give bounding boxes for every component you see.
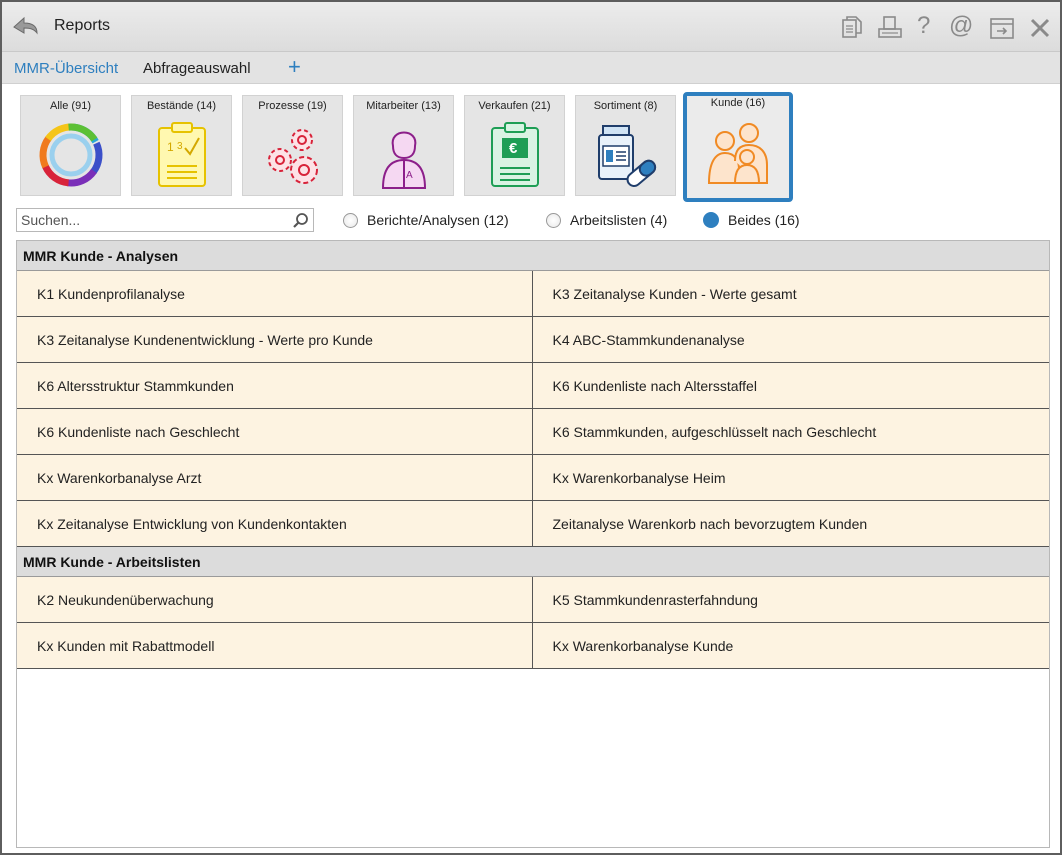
window-title: Reports	[54, 17, 111, 34]
radio-label: Beides (16)	[728, 212, 800, 228]
euro-clipboard-icon	[480, 118, 550, 190]
table-row	[17, 577, 1049, 623]
table-row	[17, 317, 1049, 363]
search-icon[interactable]	[292, 212, 309, 229]
report-item[interactable]: K4 ABC-Stammkundenanalyse	[533, 317, 1050, 362]
svg-text:A: A	[405, 170, 413, 181]
table-row	[17, 455, 1049, 501]
clipboard-inventory-icon	[147, 118, 217, 190]
category-label: Alle (91)	[50, 100, 91, 112]
category-tile-bestaende[interactable]	[131, 95, 232, 196]
filter-radio-beides[interactable]	[703, 212, 800, 228]
group-header-analysen: MMR Kunde - Analysen	[17, 241, 1049, 271]
radio-unchecked-icon[interactable]	[546, 213, 561, 228]
svg-text:3: 3	[176, 141, 183, 152]
report-list[interactable]	[16, 240, 1050, 848]
tab-mmr-uebersicht[interactable]: MMR-Übersicht	[14, 60, 119, 77]
svg-text:1: 1	[166, 140, 174, 154]
tab-bar	[2, 52, 1060, 84]
filter-radio-berichte[interactable]	[343, 212, 509, 228]
category-label: Verkaufen (21)	[478, 100, 551, 112]
radio-unchecked-icon[interactable]	[343, 213, 358, 228]
table-row	[17, 363, 1049, 409]
radio-label: Arbeitslisten (4)	[570, 212, 668, 228]
email-icon[interactable]: @	[949, 12, 974, 39]
table-row	[17, 409, 1049, 455]
back-icon[interactable]	[10, 13, 40, 39]
category-tile-prozesse[interactable]	[242, 95, 343, 196]
copy-document-icon[interactable]	[838, 14, 866, 42]
category-tile-sortiment[interactable]	[575, 95, 676, 196]
report-item[interactable]: Kx Zeitanalyse Entwicklung von Kundenkontakten	[17, 501, 533, 546]
add-tab-button[interactable]: +	[288, 54, 301, 79]
category-label: Mitarbeiter (13)	[366, 100, 441, 112]
category-tile-alle[interactable]	[20, 95, 121, 196]
report-item[interactable]: Kx Kunden mit Rabattmodell	[17, 623, 533, 668]
category-label: Kunde (16)	[710, 97, 766, 109]
report-item[interactable]: Kx Warenkorbanalyse Kunde	[533, 623, 1050, 668]
category-label: Prozesse (19)	[258, 100, 327, 112]
radio-checked-icon[interactable]	[703, 212, 719, 228]
family-icon	[703, 115, 773, 187]
radio-label: Berichte/Analysen (12)	[367, 212, 509, 228]
medicine-bottle-icon	[591, 118, 661, 190]
report-item[interactable]: K3 Zeitanalyse Kundenentwicklung - Werte pro Kunde	[17, 317, 533, 362]
report-item[interactable]: K2 Neukundenüberwachung	[17, 577, 533, 622]
report-item[interactable]: K1 Kundenprofilanalyse	[17, 271, 533, 316]
gears-icon	[258, 118, 328, 190]
svg-text:€: €	[508, 140, 517, 157]
search-box	[16, 208, 314, 232]
group-header-arbeitslisten: MMR Kunde - Arbeitslisten	[17, 547, 1049, 577]
donut-chart-icon	[36, 118, 106, 190]
export-icon[interactable]	[988, 14, 1016, 42]
report-item[interactable]: K6 Stammkunden, aufgeschlüsselt nach Geschlecht	[533, 409, 1050, 454]
category-tile-verkaufen[interactable]	[464, 95, 565, 196]
table-row	[17, 271, 1049, 317]
report-item[interactable]: K6 Kundenliste nach Altersstaffel	[533, 363, 1050, 408]
pharmacist-icon	[369, 118, 439, 190]
report-item[interactable]: K3 Zeitanalyse Kunden - Werte gesamt	[533, 271, 1050, 316]
table-row	[17, 501, 1049, 547]
report-item[interactable]: K5 Stammkundenrasterfahndung	[533, 577, 1050, 622]
report-item[interactable]: Kx Warenkorbanalyse Arzt	[17, 455, 533, 500]
report-item[interactable]: K6 Kundenliste nach Geschlecht	[17, 409, 533, 454]
report-item[interactable]: K6 Altersstruktur Stammkunden	[17, 363, 533, 408]
title-bar	[2, 2, 1060, 52]
table-row	[17, 623, 1049, 669]
help-icon[interactable]: ?	[917, 12, 931, 39]
category-tile-mitarbeiter[interactable]	[353, 95, 454, 196]
category-label: Bestände (14)	[146, 100, 217, 112]
category-tile-kunde[interactable]	[683, 92, 793, 202]
print-icon[interactable]	[876, 14, 904, 42]
search-input[interactable]	[17, 209, 287, 231]
report-item[interactable]: Kx Warenkorbanalyse Heim	[533, 455, 1050, 500]
category-label: Sortiment (8)	[593, 100, 658, 112]
filter-radio-arbeitslisten[interactable]	[546, 212, 667, 228]
close-icon[interactable]	[1026, 14, 1054, 42]
tab-abfrageauswahl[interactable]: Abfrageauswahl	[143, 60, 251, 77]
report-item[interactable]: Zeitanalyse Warenkorb nach bevorzugtem Kunden	[533, 501, 1050, 546]
